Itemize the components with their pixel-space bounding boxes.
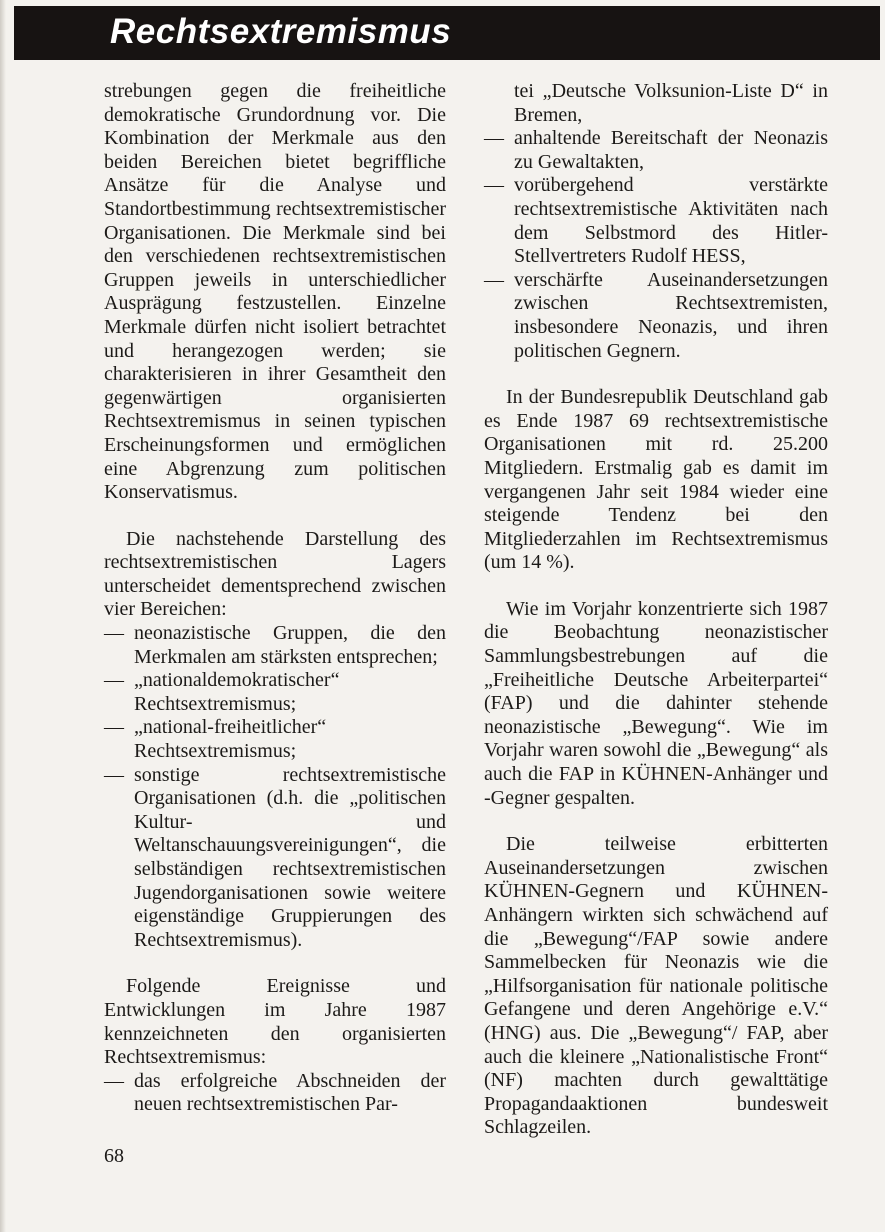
page-number: 68	[104, 1145, 124, 1167]
paragraph-areas: Die nachstehende Darstellung des rechtsextremistischen Lagers unterscheidet dementsprechend zwischen vier Bereichen:	[104, 527, 446, 621]
list-item: — „national-freiheitlicher“ Rechtsextremismus;	[104, 716, 327, 763]
list-dash: —	[104, 716, 124, 739]
list-dash: —	[484, 174, 504, 197]
list-dash: —	[104, 763, 124, 786]
list-item: — das erfolgreiche Abschneiden der neuen rechtsextremistischen Par-	[104, 1069, 446, 1116]
paragraph-intro-continuation: strebungen gegen die freiheitliche demokratische Grundordnung vor. Die Kombination der Merkmale aus den beiden Bereichen bietet begriffliche Ansätze für die Analyse und Standortbestimmung rechtsextremistischer Organisationen. Die Merkmale sind bei den verschiedenen rechtsextremistischen Gruppen jeweils in unterschiedlicher Ausprägung festzustellen. Einzelne Merkmale dürfen nicht isoliert betrachtet und herangezogen werden; sie charakterisieren in ihrer Gesamtheit den gegenwärtigen organisierten Rechtsextremismus in seinen typischen Erscheinungsformen und ermöglichen eine Abgrenzung zum politischen Konservatismus.	[104, 80, 446, 504]
list-item: — anhaltende Bereitschaft der Neonazis zu Gewaltakten,	[484, 127, 828, 173]
paragraph-membership: In der Bundesrepublik Deutschland gab es Ende 1987 69 rechtsextremistische Organisationen mit rd. 25.200 Mitgliedern. Erstmalig gab es damit im vergangenen Jahr seit 1984 wieder eine steigende Tendenz bei den Mitgliederzahlen im Rechtsextremismus (um 14 %).	[484, 386, 828, 574]
left-column	[104, 80, 446, 1117]
paragraph-conflicts: Die teilweise erbitterten Auseinandersetzungen zwischen KÜHNEN-Gegnern und KÜHNEN-Anhängern wirkten sich schwächend auf die „Bewegung“/FAP sowie andere Sammelbecken für Neonazis wie die „Hilfsorganisation für nationale politische Gefangene und deren Angehörige e.V.“ (HNG) aus. Die „Bewegung“/ FAP, aber auch die kleinere „Nationalistische Front“ (NF) machten durch gewalttätige Propagandaaktionen bundesweit Schlagzeilen.	[484, 833, 828, 1139]
list-dash: —	[104, 622, 124, 645]
list-item: — verschärfte Auseinandersetzungen zwischen Rechtsextremisten, insbesondere Neonazis, und ihren politischen Gegnern.	[484, 268, 828, 362]
list-item: — „nationaldemokratischer“ Rechtsextremismus;	[104, 669, 340, 715]
paragraph-events: Folgende Ereignisse und Entwicklungen im Jahre 1987 kennzeichneten den organisierten Rechtsextremismus:	[104, 975, 446, 1069]
list-item-continuation: tei „Deutsche Volksunion-Liste D“ in Bremen,	[514, 80, 828, 126]
list-dash: —	[484, 127, 504, 150]
areas-list	[104, 622, 446, 952]
events-list-start	[104, 1070, 446, 1117]
right-column	[484, 80, 828, 1140]
section-title: Rechtsextremismus	[110, 12, 452, 51]
list-item: — vorübergehend verstärkte rechtsextremistische Aktivitäten nach dem Selbstmord des Hitler-Stellvertreters Rudolf HESS,	[484, 174, 828, 268]
list-dash: —	[104, 669, 124, 692]
list-dash: —	[104, 1069, 124, 1092]
section-header	[14, 6, 880, 60]
list-item: — neonazistische Gruppen, die den Merkmalen am stärksten entsprechen;	[104, 622, 446, 668]
list-item: — sonstige rechtsextremistische Organisationen (d.h. die „politischen Kultur- und Weltanschauungsvereinigungen“, die selbständigen rechtsextremistischen Jugendorganisationen sowie weitere eigenständige Gruppierungen des Rechtsextremismus).	[104, 763, 446, 951]
paragraph-fap: Wie im Vorjahr konzentrierte sich 1987 die Beobachtung neonazistischer Sammlungsbestrebungen auf die „Freiheitliche Deutsche Arbeiterpartei“ (FAP) und die dahinter stehende neonazistische „Bewegung“. Wie im Vorjahr waren sowohl die „Bewegung“ als auch die FAP in KÜHNEN-Anhänger und -Gegner gespalten.	[484, 597, 828, 809]
page-edge-shadow	[0, 0, 6, 1232]
events-list-rest	[484, 127, 828, 363]
list-dash: —	[484, 268, 504, 291]
